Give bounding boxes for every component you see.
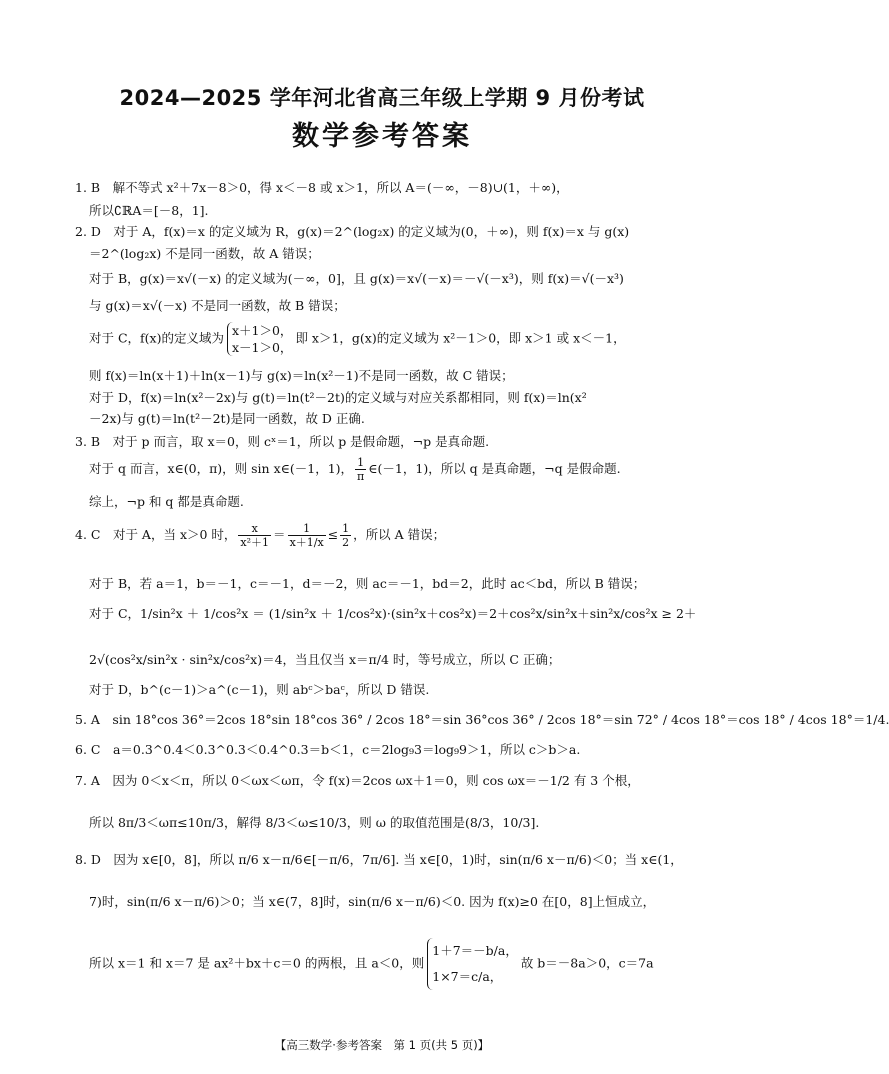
- answer-4-line-3: 对于 C，1/sin²x ＋ 1/cos²x ＝ (1/sin²x ＋ 1/cos²x)·(sin²x＋cos²x)＝2＋cos²x/sin²x＋sin²x/cos²x ≥ 2＋: [89, 606, 697, 621]
- answer-2-line-8: －2x)与 g(t)＝ln(t²－2t)是同一函数，故 D 正确.: [89, 411, 365, 426]
- answer-2-line-2: ＝2^(log₂x) 不是同一函数，故 A 错误；: [89, 246, 320, 261]
- page-title: 数学参考答案: [292, 121, 472, 152]
- answer-2-line-5-text-b: 即 x＞1，g(x)的定义域为 x²－1＞0，即 x＞1 或 x＜－1，: [295, 330, 626, 346]
- fraction-numerator: 1: [342, 522, 350, 535]
- fraction-c: [340, 522, 351, 549]
- answer-8-line-3: [89, 938, 729, 990]
- equation-system: [427, 938, 518, 990]
- answer-8-line-1: 8. D 因为 x∈[0，8]，所以 π/6 x－π/6∈[－π/6，7π/6]. 当 x∈[0，1)时，sin(π/6 x－π/6)＜0；当 x∈(1，: [75, 852, 683, 867]
- answer-3-line-2-text-b: ∈(－1，1)，所以 q 是真命题，¬q 是假命题.: [368, 461, 621, 476]
- answer-2-line-4: 与 g(x)＝x√(－x) 不是同一函数，故 B 错误；: [89, 298, 346, 313]
- answer-3-line-2-text-a: 对于 q 而言，x∈(0，π)，则 sin x∈(－1，1)，: [89, 461, 354, 476]
- exam-title: 2024—2025 学年河北省高三年级上学期 9 月份考试: [119, 86, 645, 110]
- answer-4-line-1: 4. C 对于 A，当 x＞0 时， $\frac{x}{\text{x²＋1}}$ ＝ $\frac{1}{x+1/x}$ ≤ $\frac{1}{2}$ ，所以 A 错误；: [75, 522, 446, 549]
- answer-1-line-2: 所以∁ℝA＝[－8，1].: [89, 203, 209, 218]
- fraction-denominator: π: [357, 470, 365, 483]
- answer-3-line-3: 综上，¬p 和 q 都是真命题.: [89, 494, 244, 509]
- fraction-denominator: x²＋1: [240, 536, 270, 549]
- answer-4-line-4: 2√(cos²x/sin²x · sin²x/cos²x)＝4，当且仅当 x＝π/4 时，等号成立，所以 C 正确；: [89, 652, 561, 667]
- fraction-numerator: x: [238, 522, 271, 536]
- answer-2-line-5-text-a: 对于 C，f(x)的定义域为: [89, 330, 224, 346]
- answer-3-line-1: 3. B 对于 p 而言，取 x＝0，则 cˣ＝1，所以 p 是假命题，¬p 是真命题.: [75, 434, 490, 449]
- fraction-numerator: 1: [355, 456, 366, 470]
- answer-4-line-1-text-b: ，所以 A 错误；: [353, 527, 446, 542]
- answer-6-line-1: 6. C a＝0.3^0.4＜0.3^0.3＜0.4^0.3＝b＜1，c＝2log₉3＝log₉9＞1，所以 c＞b＞a.: [75, 742, 581, 757]
- answer-1-line-1: 1. B 解不等式 x²＋7x－8＞0，得 x＜－8 或 x＞1，所以 A＝(－∞，－8)∪(1，＋∞)，: [75, 180, 569, 195]
- fraction-denominator: x＋1/x: [289, 536, 324, 549]
- answer-2-line-1: 2. D 对于 A，f(x)＝x 的定义域为 R，g(x)＝2^(log₂x) 的定义域为(0，＋∞)，则 f(x)＝x 与 g(x): [75, 224, 630, 239]
- answer-4-line-5: 对于 D，b^(c－1)＞a^(c－1)，则 abᶜ＞baᶜ，所以 D 错误.: [89, 682, 430, 697]
- page-footer: 【高三数学·参考答案 第 1 页(共 5 页)】: [274, 1038, 490, 1052]
- equation-bottom: 1×7＝c/a，: [432, 969, 503, 984]
- answer-4-line-2: 对于 B，若 a＝1，b＝－1，c＝－1，d＝－2，则 ac＝－1，bd＝2，此时 ac＜bd，所以 B 错误；: [89, 576, 646, 591]
- answer-2-line-5: [89, 322, 729, 356]
- answer-7-line-2: 所以 8π/3＜ωπ≤10π/3，解得 8/3＜ω≤10/3，则 ω 的取值范围是(8/3，10/3].: [89, 815, 540, 830]
- answer-2-line-6: 则 f(x)＝ln(x＋1)＋ln(x－1)与 g(x)＝ln(x²－1)不是同一函数，故 C 错误；: [89, 368, 514, 383]
- fraction-a: [238, 522, 271, 549]
- answer-2-line-3: 对于 B，g(x)＝x√(－x) 的定义域为(－∞，0]，且 g(x)＝x√(－x)＝－√(－x³)，则 f(x)＝√(－x³): [89, 271, 624, 286]
- answer-2-line-7: 对于 D，f(x)＝ln(x²－2x)与 g(t)＝ln(t²－2t)的定义域与对应关系都相同，则 f(x)＝ln(x²: [89, 390, 587, 405]
- answer-8-line-3-text-b: 故 b＝－8a＞0，c＝7a: [520, 955, 654, 971]
- fraction-one-over-pi: [355, 456, 366, 483]
- fraction-b: [288, 522, 326, 549]
- inequality-bottom: x－1＞0，: [231, 340, 293, 355]
- inequality-system: [227, 322, 292, 356]
- equation-top: 1＋7＝－b/a，: [432, 943, 518, 958]
- answer-7-line-1: 7. A 因为 0＜x＜π，所以 0＜ωx＜ωπ，令 f(x)＝2cos ωx＋1＝0，则 cos ωx＝－1/2 有 3 个根，: [75, 773, 640, 788]
- answer-8-line-3-text-a: 所以 x＝1 和 x＝7 是 ax²＋bx＋c＝0 的两根，且 a＜0，则: [89, 955, 425, 971]
- answer-3-line-2: [89, 456, 729, 483]
- answer-4-line-1-text-a: 4. C 对于 A，当 x＞0 时，: [75, 527, 237, 542]
- answer-5-line-1: 5. A sin 18°cos 36°＝2cos 18°sin 18°cos 36° / 2cos 18°＝sin 36°cos 36° / 2cos 18°＝sin 72° / 4cos 18°＝cos 18° / 4cos 18°＝1/4.: [75, 712, 889, 727]
- fraction-numerator: 1: [288, 522, 326, 536]
- fraction-denominator: 2: [342, 536, 350, 549]
- answer-8-line-2: 7)时，sin(π/6 x－π/6)＞0；当 x∈(7，8]时，sin(π/6 x－π/6)＜0. 因为 f(x)≥0 在[0，8]上恒成立，: [89, 894, 656, 909]
- inequality-top: x＋1＞0，: [231, 323, 293, 338]
